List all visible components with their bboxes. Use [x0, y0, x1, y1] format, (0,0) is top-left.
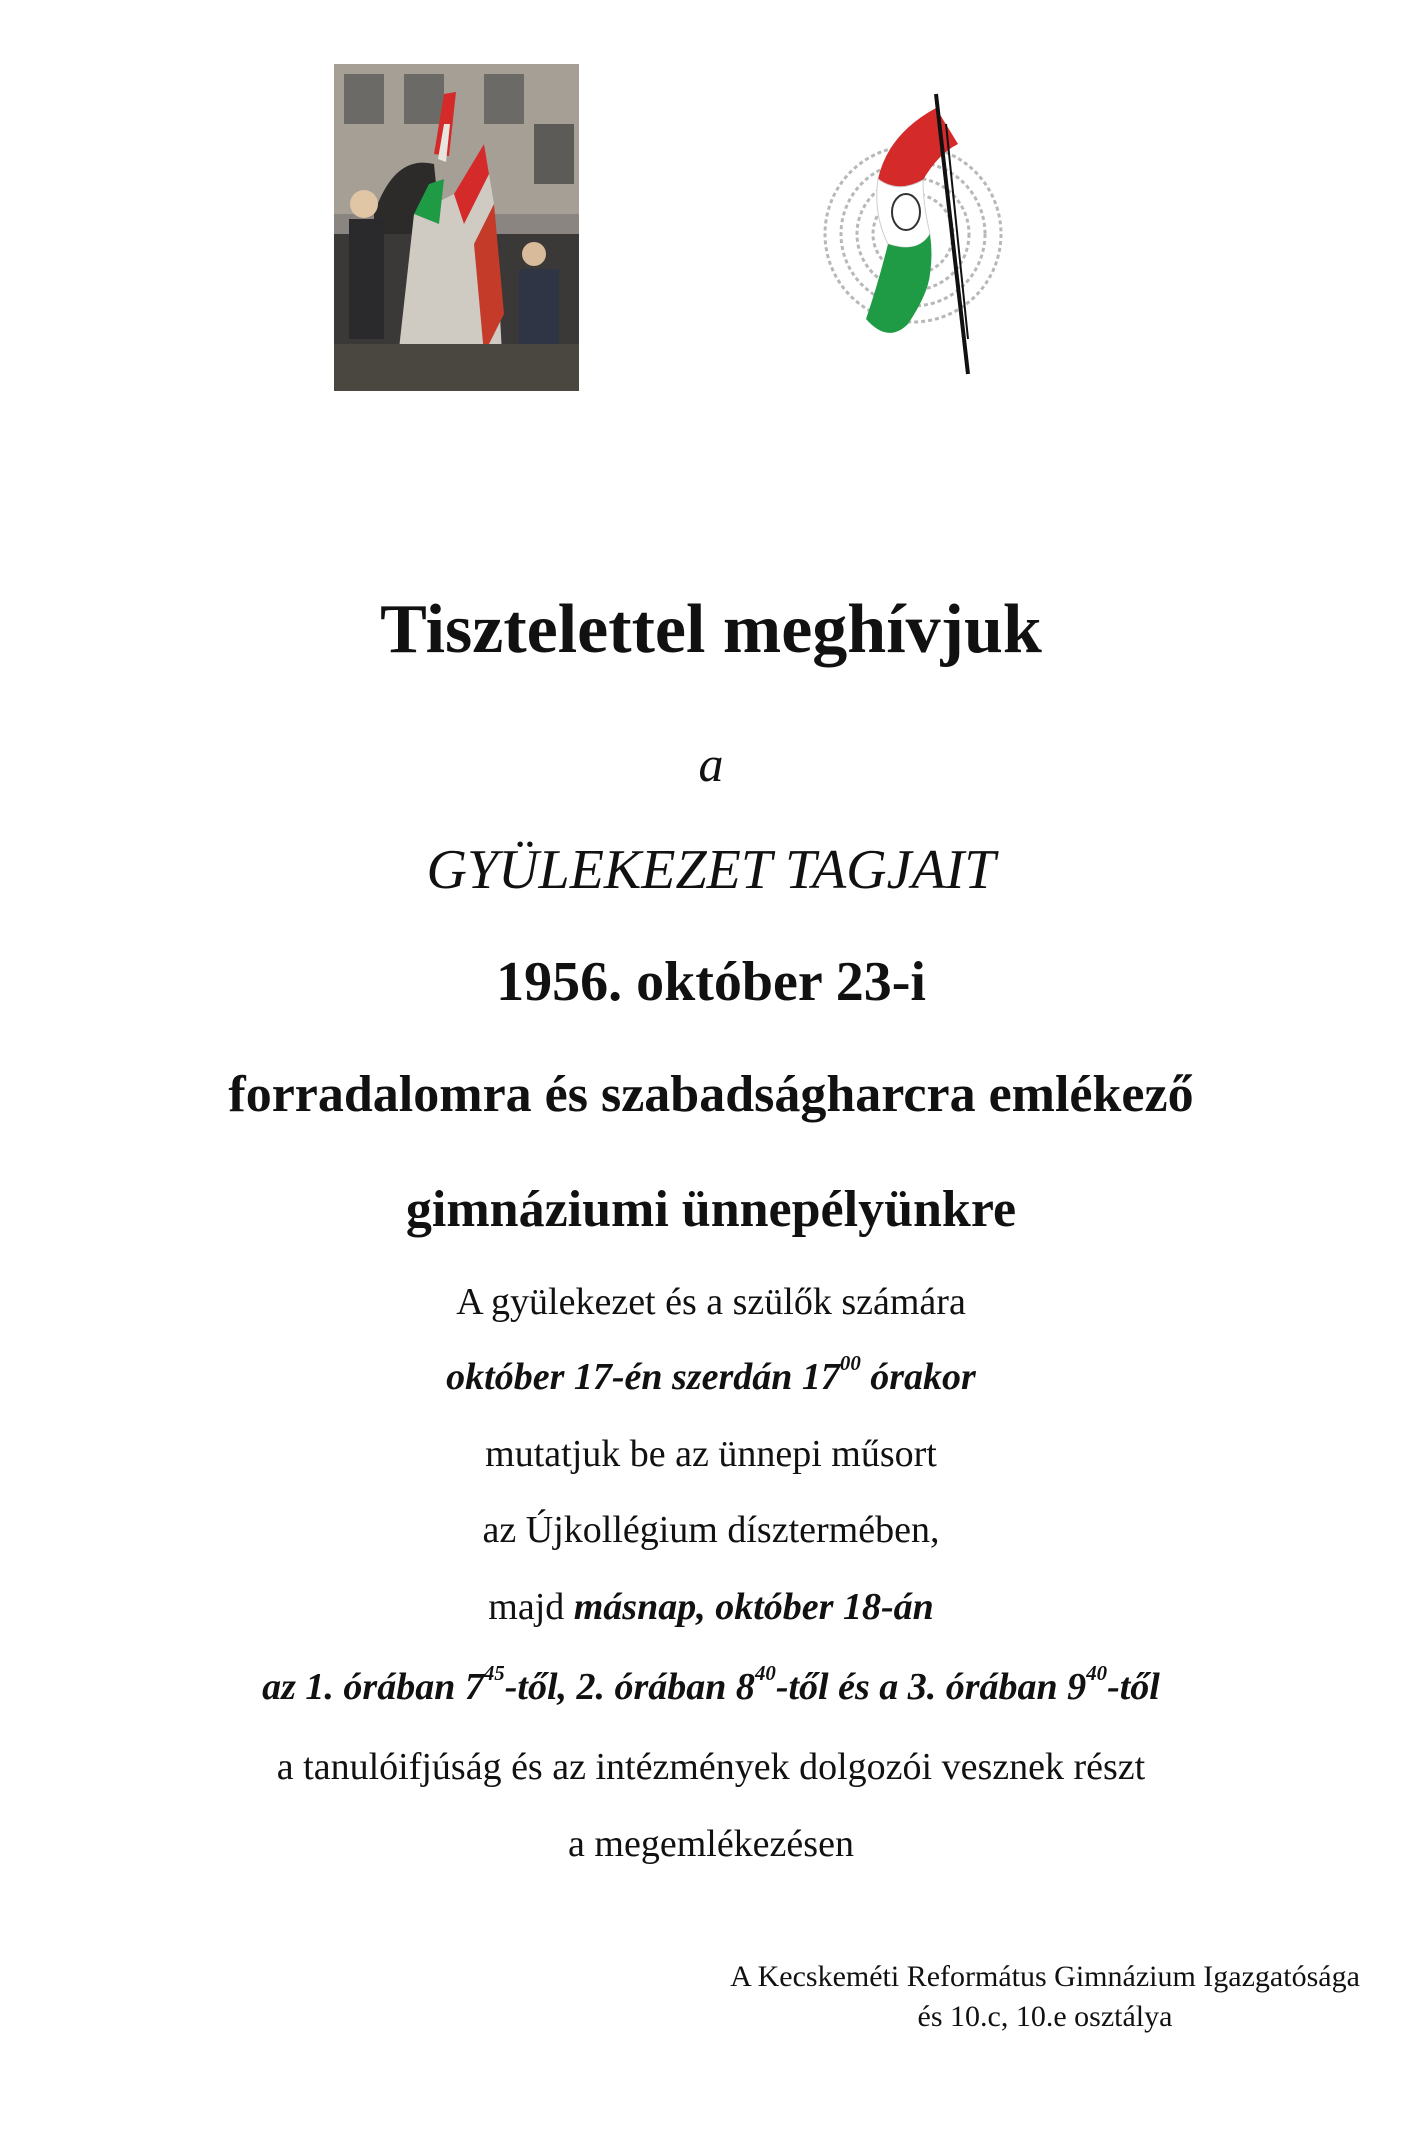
show-text: mutatjuk be az ünnepi műsort [485, 1433, 937, 1475]
performance-time [0, 1351, 1422, 1399]
lesson-3-suffix: -től [1107, 1666, 1160, 1708]
next-day-line [0, 1585, 1422, 1629]
signature-line-1: A Kecskeméti Református Gimnázium Igazgatósága [730, 1960, 1360, 1993]
performance-time-suffix: órakor [860, 1356, 976, 1398]
invitation-addressee: GYÜLEKEZET TAGJAIT [426, 839, 996, 901]
lesson-times [0, 1661, 1422, 1709]
performance-time-text: október 17-én szerdán 17 [446, 1356, 840, 1398]
crowd-with-hungarian-flags-photo [334, 64, 579, 391]
invitation-article: a [698, 736, 724, 792]
lesson-3: -től és a 3. órában 9 [775, 1666, 1087, 1708]
invitation-title: Tisztelettel meghívjuk [380, 591, 1042, 668]
event-date: 1956. október 23-i [496, 951, 926, 1013]
closing-text: a megemlékezésen [568, 1823, 854, 1865]
lesson-2: -től, 2. órában 8 [504, 1666, 755, 1708]
venue-text: az Újkollégium dísztermében, [482, 1509, 940, 1551]
lesson-1: az 1. órában 7 [262, 1666, 484, 1708]
event-line-1: forradalomra és szabadságharcra emlékező [228, 1066, 1194, 1123]
lesson-3-minutes: 40 [1086, 1661, 1108, 1686]
lesson-1-minutes: 45 [483, 1661, 505, 1686]
lesson-2-minutes: 40 [754, 1661, 776, 1686]
next-day-date: másnap, október 18-án [573, 1586, 934, 1628]
participants-text: a tanulóifjúság és az intézmények dolgozói vesznek részt [276, 1746, 1146, 1788]
next-day-plain: majd [488, 1586, 574, 1628]
performance-time-minutes: 00 [839, 1351, 861, 1376]
audience-text: A gyülekezet és a szülők számára [456, 1281, 966, 1323]
signature-line-2: és 10.c, 10.e osztálya [917, 2000, 1173, 2033]
event-line-2: gimnáziumi ünnepélyünkre [405, 1181, 1017, 1238]
1956-flag-with-hole-emblem [818, 84, 1030, 380]
